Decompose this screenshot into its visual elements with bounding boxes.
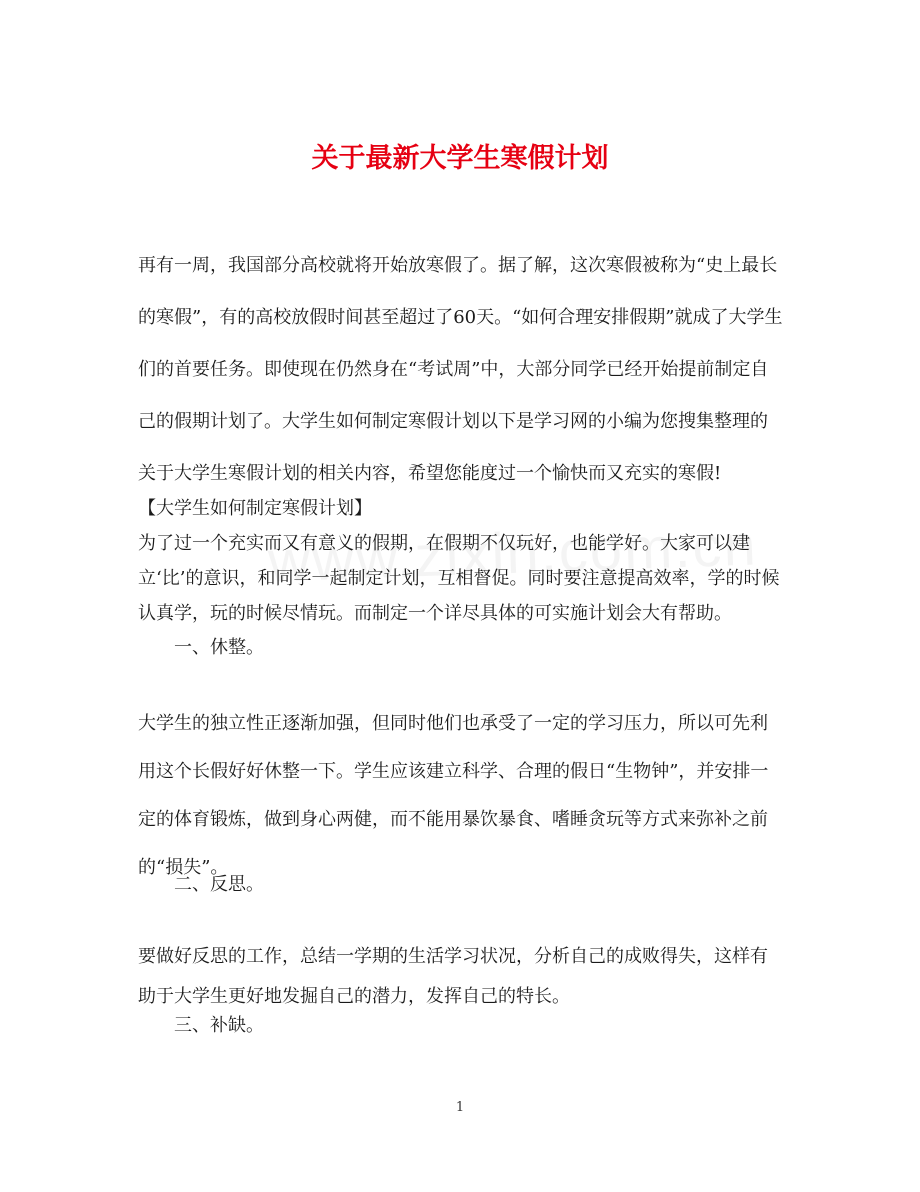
page-number: 1 [455, 1100, 465, 1115]
section-heading: 【大学生如何制定寒假计划】 [138, 498, 372, 519]
section1-title: 一、休整。 [174, 637, 264, 658]
section3-title: 三、补缺。 [174, 1015, 264, 1036]
intro-paragraph: 再有一周，我国部分高校就将开始放寒假了。据了解，这次寒假被称为“史上最长的寒假”，有的高校放假时间甚至超过了60天。“如何合理安排假期”就成了大学生们的首要任务。即使现在仍然身在“考试周”中，大部分同学已经开始提前制定自己的假期计划了。大学生如何制定寒假计划以下是学习网的小编为您搜集整理的关于大学生寒假计划的相关内容，希望您能度过一个愉快而又充实的寒假! [138, 255, 783, 484]
section1-body: 大学生的独立性正逐渐加强，但同时他们也承受了一定的学习压力，所以可先利用这个长假好好休整一下。学生应该建立科学、合理的假日“生物钟”，并安排一定的体育锻炼，做到身心两健，而不能用暴饮暴食、嗜睡贪玩等方式来弥补之前的“损失”。 [138, 713, 769, 878]
document-title: 关于最新大学生寒假计划 [311, 143, 609, 175]
section2-title: 二、反思。 [174, 874, 264, 895]
overview-paragraph: 为了过一个充实而又有意义的假期，在假期不仅玩好，也能学好。大家可以建立‘比’的意识，和同学一起制定计划，互相督促。同时要注意提高效率，学的时候认真学，玩的时候尽情玩。而制定一个详尽具体的可实施计划会大有帮助。 [138, 533, 780, 624]
section2-body: 要做好反思的工作，总结一学期的生活学习状况，分析自己的成败得失，这样有助于大学生更好地发掘自己的潜力，发挥自己的特长。 [138, 946, 768, 1007]
